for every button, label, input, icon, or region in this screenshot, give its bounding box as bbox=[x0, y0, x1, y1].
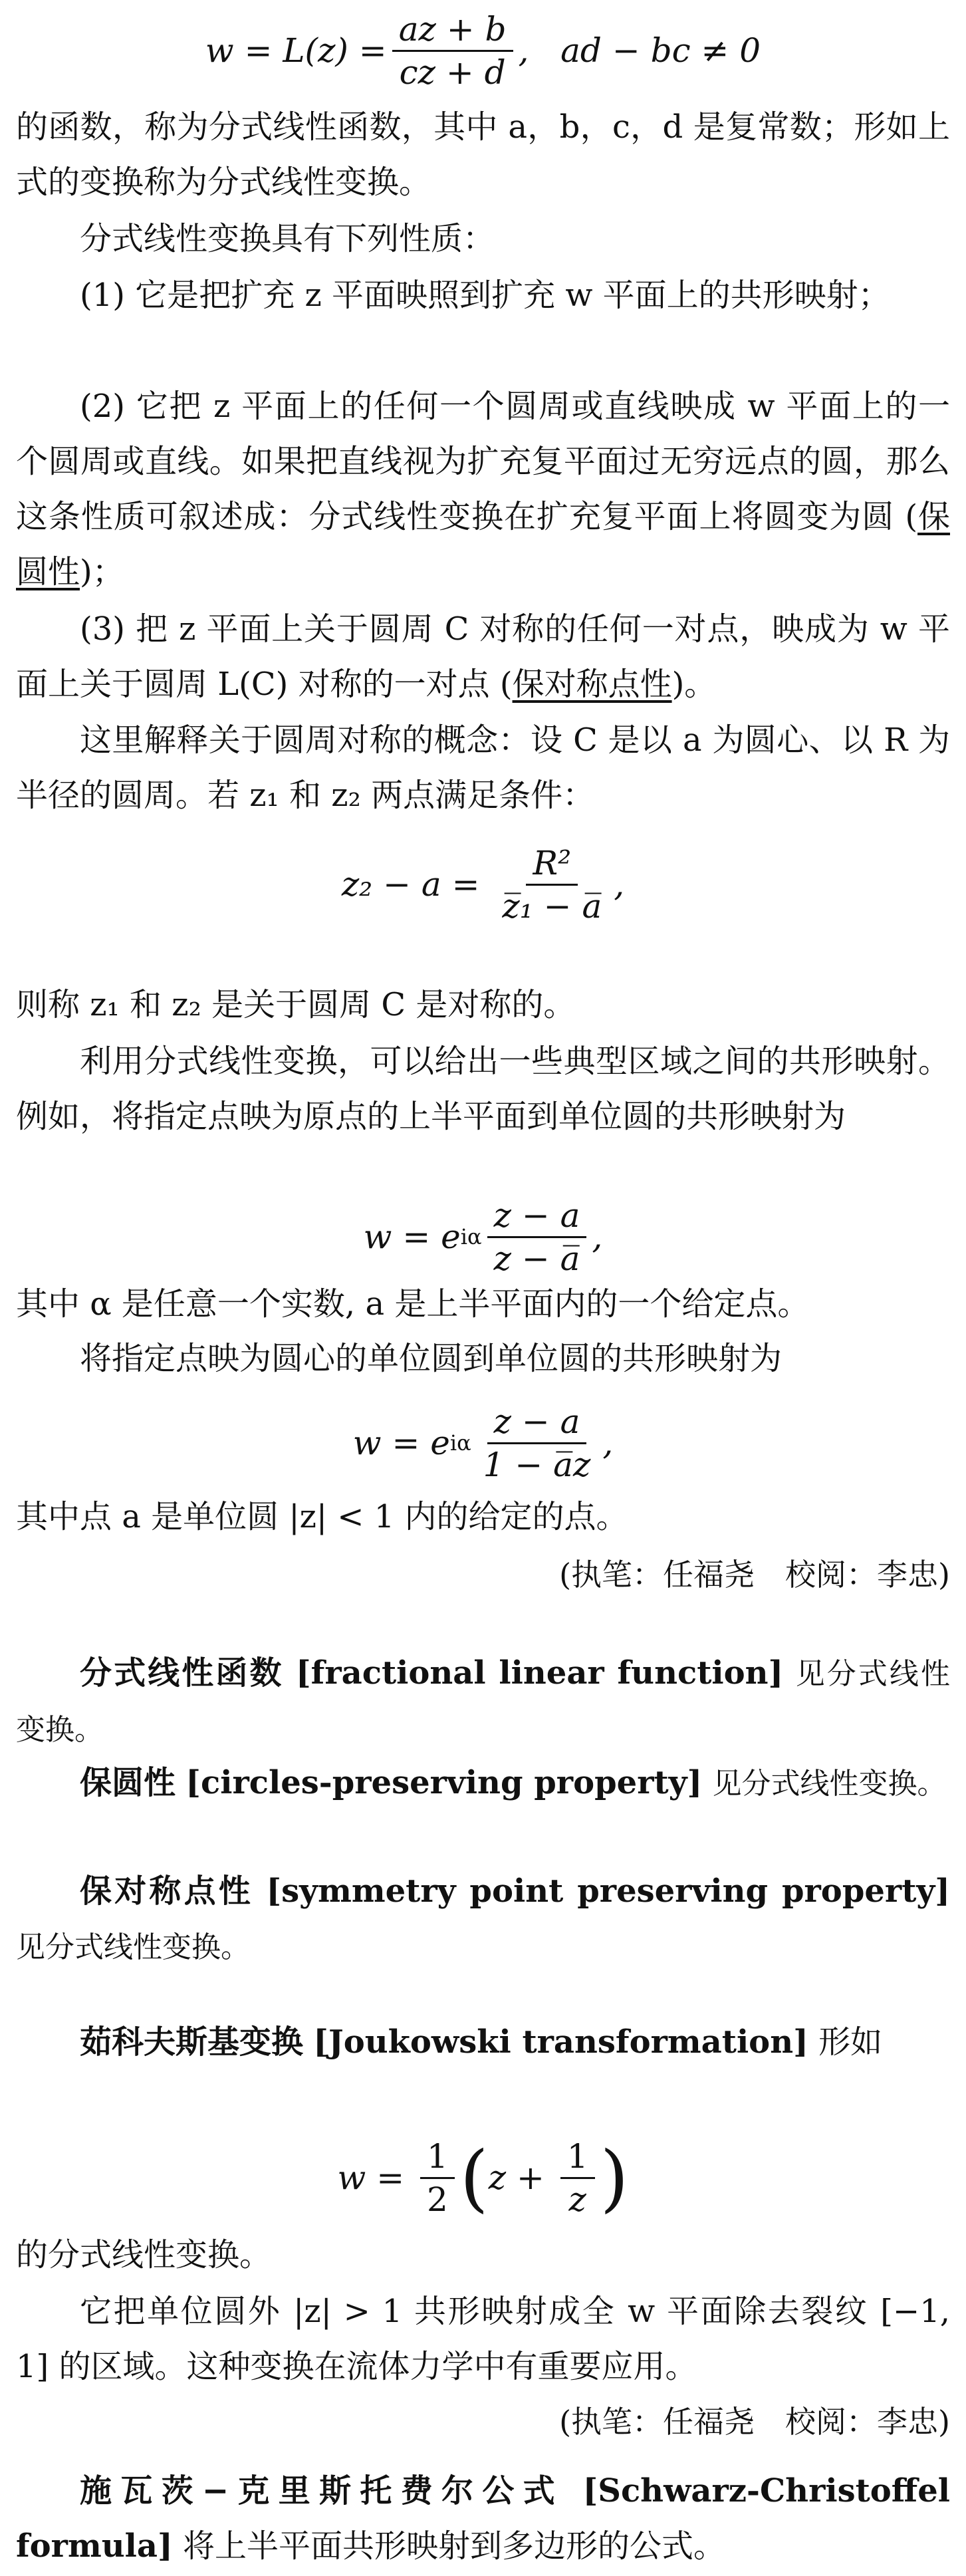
eq5-close-paren: ) bbox=[600, 2135, 629, 2220]
entry-1-english: [fractional linear function] bbox=[295, 1654, 784, 1692]
eq2-denominator: z̅₁ − a̅ bbox=[502, 886, 602, 926]
entry-symmetry-preserving bbox=[16, 1864, 950, 1975]
entry-4-english: [Joukowski transformation] bbox=[313, 2023, 808, 2061]
entry-2-see-also[interactable]: 见分式线性变换。 bbox=[712, 1767, 947, 1801]
eq3-numerator: z − a bbox=[487, 1195, 587, 1238]
entry-schwarz-christoffel bbox=[16, 2464, 950, 2574]
term-symmetry-preserving[interactable]: 保对称点性 bbox=[512, 666, 672, 703]
eq2-tail: , bbox=[614, 865, 625, 904]
eq2-fraction bbox=[495, 842, 608, 927]
entry-3-see-also[interactable]: 见分式线性变换。 bbox=[16, 1930, 250, 1964]
entry-5-term: 施瓦茨−克里斯托费尔公式 bbox=[80, 2472, 564, 2510]
paragraph-property-3 bbox=[16, 602, 950, 712]
property-3-text: (3) 把 z 平面上关于圆周 C 对称的任何一对点，映成为 w 平面上关于圆周 L(C) 对称的一对点 ( bbox=[16, 610, 950, 703]
eq3-denominator: z − a̅ bbox=[493, 1239, 580, 1278]
eq5-numerator: 1 bbox=[420, 2136, 455, 2179]
eq3-exponent: iα bbox=[460, 1224, 482, 1249]
eq4-exponent: iα bbox=[449, 1430, 471, 1456]
eq3-fraction bbox=[487, 1195, 587, 1279]
paragraph-symmetry-conclusion: 则称 z₁ 和 z₂ 是关于圆周 C 是对称的。 bbox=[16, 986, 576, 1023]
entry-fractional-linear-function bbox=[16, 1646, 950, 1757]
entry-4-lead: 形如 bbox=[818, 2023, 883, 2061]
paragraph-properties-intro: 分式线性变换具有下列性质： bbox=[80, 220, 495, 257]
paragraph-disk-to-disk-intro: 将指定点映为圆心的单位圆到单位圆的共形映射为 bbox=[80, 1340, 783, 1377]
paragraph-definition: 的函数，称为分式线性函数，其中 a，b，c，d 是复常数；形如上式的变换称为分式线性变换。 bbox=[16, 108, 950, 201]
credit-line-2: (执笔：任福尧 校阅：李忠) bbox=[559, 2404, 950, 2440]
entry-3-term: 保对称点性 bbox=[80, 1872, 253, 1910]
eq5-half bbox=[420, 2136, 455, 2220]
entry-circles-preserving bbox=[16, 1755, 950, 1811]
entry-4-term: 茹科夫斯基变换 bbox=[80, 2023, 304, 2061]
term-circle-preserving[interactable]: 保圆性 bbox=[16, 498, 950, 590]
eq5-inner-fraction bbox=[560, 2136, 595, 2220]
eq2-numerator: R² bbox=[526, 842, 578, 886]
eq5-inner-denominator: z bbox=[568, 2180, 586, 2219]
equation-symmetric-points bbox=[0, 844, 966, 924]
eq1-denominator: cz + d bbox=[399, 53, 506, 92]
paragraph-alpha-note: 其中 α 是任意一个实数, a 是上半平面内的一个给定点。 bbox=[16, 1285, 810, 1323]
paragraph-property-2 bbox=[16, 379, 950, 600]
eq4-lhs: w = e bbox=[352, 1424, 450, 1462]
paragraph-point-a-note: 其中点 a 是单位圆 |z| < 1 内的给定的点。 bbox=[16, 1498, 628, 1535]
paragraph-examples-intro: 利用分式线性变换，可以给出一些典型区域之间的共形映射。例如，将指定点映为原点的上半平面到单位圆的共形映射为 bbox=[16, 1043, 950, 1135]
property-3-close: )。 bbox=[671, 666, 717, 703]
eq4-fraction bbox=[477, 1401, 598, 1485]
property-2-close: )； bbox=[80, 553, 124, 590]
eq2-lhs: z₂ − a = bbox=[341, 865, 491, 904]
entry-5-english: [Schwarz-Christoffel formula] bbox=[16, 2472, 950, 2565]
eq4-tail: , bbox=[602, 1424, 614, 1462]
eq3-lhs: w = e bbox=[363, 1218, 461, 1256]
entry-2-term: 保圆性 bbox=[80, 1764, 176, 1801]
eq1-condition: , ad − bc ≠ 0 bbox=[518, 31, 761, 70]
eq5-open-paren: ( bbox=[459, 2135, 489, 2220]
entry-2-english: [circles-preserving property] bbox=[185, 1764, 703, 1801]
eq1-fraction bbox=[392, 9, 513, 93]
paragraph-property-1: (1) 它是把扩充 z 平面映照到扩充 w 平面上的共形映射； bbox=[80, 277, 890, 314]
entry-3-english: [symmetry point preserving property] bbox=[266, 1872, 950, 1910]
entry-1-term: 分式线性函数 bbox=[80, 1654, 284, 1692]
equation-half-plane-to-disk bbox=[0, 1197, 966, 1277]
paragraph-symmetry-definition: 这里解释关于圆周对称的概念：设 C 是以 a 为圆心、以 R 为半径的圆周。若 z₁ 和 z₂ 两点满足条件： bbox=[16, 721, 950, 814]
equation-fractional-linear bbox=[0, 11, 966, 90]
entry-joukowski bbox=[16, 2015, 950, 2070]
eq5-denominator: 2 bbox=[426, 2180, 448, 2219]
eq1-lhs: w = L(z) = bbox=[205, 31, 387, 70]
entry-5-definition: 将上半平面共形映射到多边形的公式。 bbox=[182, 2527, 725, 2565]
eq4-denominator: 1 − a̅z bbox=[483, 1445, 591, 1484]
paragraph-joukowski-type: 的分式线性变换。 bbox=[16, 2236, 272, 2273]
property-2-text: (2) 它把 z 平面上的任何一个圆周或直线映成 w 平面上的一个圆周或直线。如果把直线视为扩充复平面过无穷远点的圆，那么这条性质可叙述成：分式线性变换在扩充复平面上将圆变为圆 ( bbox=[16, 388, 950, 535]
eq1-numerator: az + b bbox=[392, 9, 513, 52]
credit-line-1: (执笔：任福尧 校阅：李忠) bbox=[559, 1557, 950, 1593]
eq3-tail: , bbox=[592, 1218, 603, 1256]
eq4-numerator: z − a bbox=[487, 1401, 587, 1444]
entry-1-see-also[interactable]: 见分式线性变换。 bbox=[16, 1657, 950, 1747]
eq5-inner-numerator: 1 bbox=[560, 2136, 595, 2179]
equation-joukowski bbox=[0, 2131, 966, 2224]
equation-disk-to-disk bbox=[0, 1403, 966, 1483]
eq5-inner-lhs: z + bbox=[488, 2158, 555, 2197]
paragraph-joukowski-description: 它把单位圆外 |z| > 1 共形映射成全 w 平面除去裂纹 [−1, 1] 的区域。这种变换在流体力学中有重要应用。 bbox=[16, 2293, 950, 2385]
eq5-lhs: w = bbox=[337, 2158, 415, 2197]
